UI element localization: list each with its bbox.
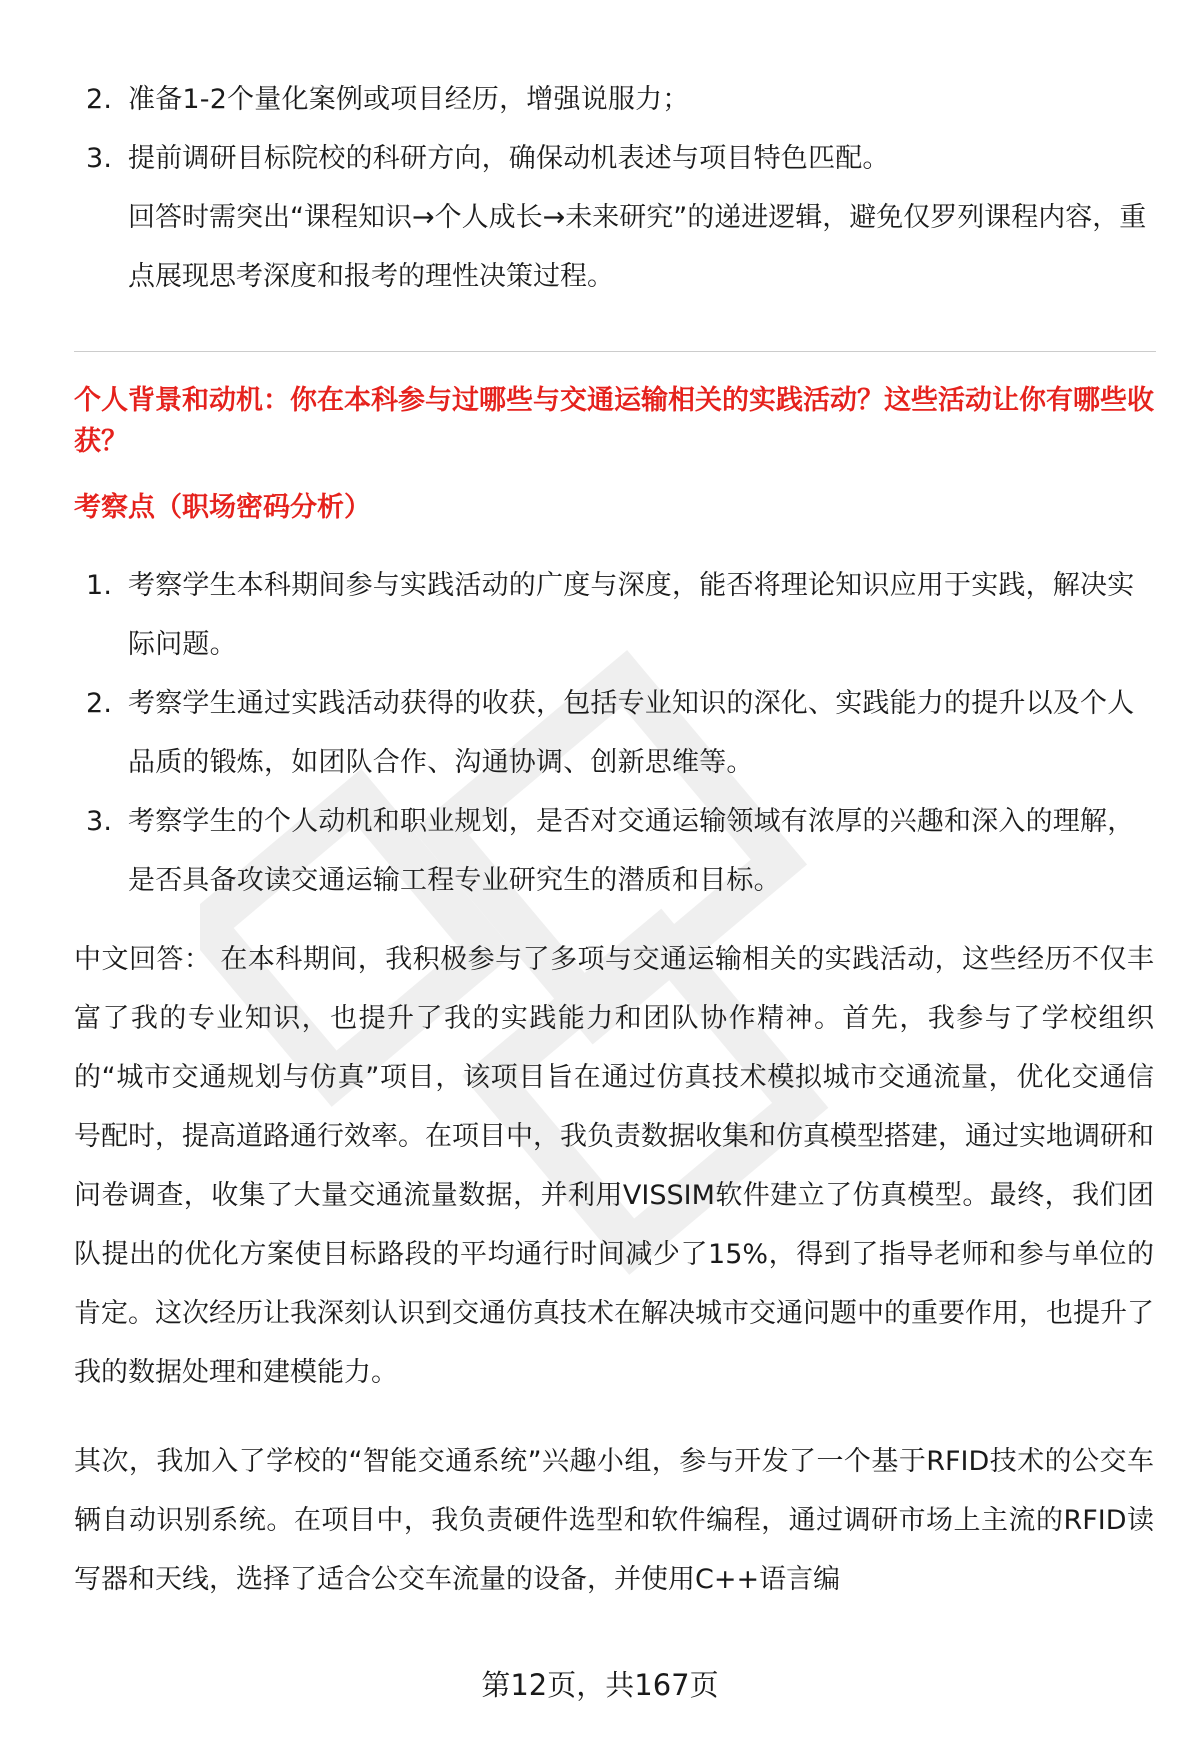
list-item	[74, 792, 1154, 910]
list-number: 3.	[86, 143, 113, 174]
list-number: 2.	[86, 84, 113, 115]
list-text: 提前调研目标院校的科研方向，确保动机表述与项目特色匹配。	[128, 143, 890, 174]
list-text: 考察学生的个人动机和职业规划，是否对交通运输领域有浓厚的兴趣和深入的理解，是否具备攻读交通运输工程专业研究生的潜质和目标。	[128, 806, 1135, 896]
page-content	[74, 70, 1154, 1609]
interview-question: 个人背景和动机：你在本科参与过哪些与交通运输相关的实践活动？这些活动让你有哪些收获？	[74, 385, 1154, 457]
list-item	[74, 674, 1154, 792]
list-number: 3.	[86, 806, 113, 837]
list-text: 考察学生通过实践活动获得的收获，包括专业知识的深化、实践能力的提升以及个人品质的锻炼，如团队合作、沟通协调、创新思维等。	[128, 688, 1135, 778]
list-number: 1.	[86, 570, 113, 601]
list-item	[74, 129, 1154, 188]
list-text: 考察学生本科期间参与实践活动的广度与深度，能否将理论知识应用于实践，解决实际问题。	[128, 570, 1135, 660]
answer-paragraph-2: 其次，我加入了学校的“智能交通系统”兴趣小组，参与开发了一个基于RFID技术的公交车辆自动识别系统。在项目中，我负责硬件选型和软件编程，通过调研市场上主流的RFID读写器和天线，选择了适合公交车流量的设备，并使用C++语言编	[74, 1446, 1154, 1595]
section-title: 考察点（职场密码分析）	[74, 492, 371, 523]
answer-paragraph-1: 中文回答： 在本科期间，我积极参与了多项与交通运输相关的实践活动，这些经历不仅丰富了我的专业知识，也提升了我的实践能力和团队协作精神。首先，我参与了学校组织的“城市交通规划与仿真”项目，该项目旨在通过仿真技术模拟城市交通流量，优化交通信号配时，提高道路通行效率。在项目中，我负责数据收集和仿真模型搭建，通过实地调研和问卷调查，收集了大量交通流量数据，并利用VISSIM软件建立了仿真模型。最终，我们团队提出的优化方案使目标路段的平均通行时间减少了15%，得到了指导老师和参与单位的肯定。这次经历让我深刻认识到交通仿真技术在解决城市交通问题中的重要作用，也提升了我的数据处理和建模能力。	[74, 944, 1154, 1388]
assessment-points-list	[74, 556, 1154, 910]
list-text: 准备1-2个量化案例或项目经历，增强说服力；	[128, 84, 690, 115]
continued-list	[74, 70, 1154, 188]
page-footer: 第12页，共167页	[481, 1668, 719, 1702]
section-divider	[74, 351, 1156, 352]
continued-note: 回答时需突出“课程知识→个人成长→未来研究”的递进逻辑，避免仅罗列课程内容，重点展现思考深度和报考的理性决策过程。	[128, 202, 1147, 292]
list-item	[74, 556, 1154, 674]
list-number: 2.	[86, 688, 113, 719]
list-item	[74, 70, 1154, 129]
